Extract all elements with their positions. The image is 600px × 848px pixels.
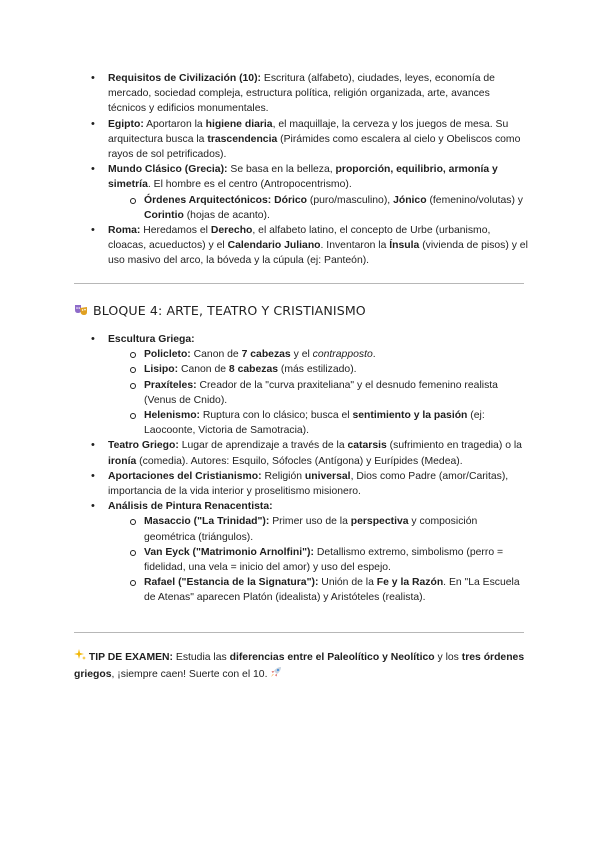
section-3-list [72, 71, 530, 269]
horizontal-divider [74, 283, 524, 284]
bold-term: universal [304, 470, 351, 482]
item-text: Canon de [178, 364, 229, 376]
bold-term: Aportaciones del Cristianismo: [108, 470, 262, 482]
bold-term: Van Eyck ("Matrimonio Arnolfini"): [144, 546, 314, 558]
bold-term: Egipto: [108, 118, 144, 130]
bold-term: sentimiento y la pasión [352, 410, 468, 422]
sublist-item-van-eyck [108, 545, 530, 575]
item-text: Detallismo extremo, simbolismo (perro = fidelidad, una vela = inicio del amor) y uso del espejo. [144, 546, 504, 574]
item-text: . El hombre es el centro (Antropocentrismo). [147, 179, 352, 191]
bold-term: Teatro Griego: [108, 440, 179, 452]
item-text: (Pirámides como escalera al cielo y Obeliscos como rayos de sol petrificados). [108, 133, 521, 161]
bold-term: perspectiva [350, 516, 409, 528]
performing-arts-masks-icon [74, 304, 88, 316]
bold-term: Jónico [393, 194, 427, 206]
bold-term: Helenismo: [144, 410, 201, 422]
bold-term: 8 cabezas [228, 364, 279, 376]
sublist-escultura [108, 347, 530, 438]
section-4-title: BLOQUE 4: ARTE, TEATRO Y CRISTIANISMO [93, 303, 366, 318]
bold-term: trascendencia [207, 133, 278, 145]
item-text: Heredamos el [140, 225, 211, 237]
section-4-heading [74, 303, 366, 318]
list-item-escultura [72, 332, 530, 438]
bold-term: Órdenes Arquitectónicos: Dórico [144, 194, 308, 206]
item-text: Ruptura con lo clásico; busca el [200, 410, 353, 422]
item-text: . En "La Escuela de Atenas" aparecen Platón (idealista) y Aristóteles (realista). [144, 577, 520, 604]
item-text: Religión [261, 470, 305, 482]
bold-term: Fe y la Razón [376, 577, 444, 589]
bold-term: catarsis [347, 440, 387, 452]
bold-term: diferencias entre el Paleolítico y Neolítico [229, 652, 435, 663]
bold-term: Mundo Clásico (Grecia): [108, 164, 228, 176]
item-text: (femenino/volutas) y [426, 194, 524, 206]
sublist-item-rafael [108, 575, 530, 605]
bold-term: Corintio [144, 209, 184, 221]
list-item-pintura [72, 499, 530, 605]
sublist-item-lisipo [108, 362, 530, 377]
item-text: Unión de la [318, 577, 377, 589]
sublist-item-praxiteles [108, 378, 530, 408]
item-text: Canon de [190, 349, 242, 361]
item-text: (hojas de acanto). [183, 209, 270, 221]
item-text: Se basa en la belleza, [227, 164, 336, 176]
bold-term: Praxíteles: [144, 379, 197, 391]
bold-term: Lisipo: [144, 364, 179, 376]
list-item-civilizacion [72, 71, 530, 117]
tip-text: y los [434, 652, 462, 663]
sublist-item-policleto [108, 347, 530, 362]
tip-text: , ¡siempre caen! Suerte con el 10. [111, 669, 271, 681]
item-text: . [372, 349, 376, 361]
item-text: Primer uso de la [269, 516, 351, 528]
sublist-pintura [108, 514, 530, 605]
bold-term: Calendario Juliano [227, 240, 321, 252]
bold-term: Roma: [108, 225, 141, 237]
list-item-teatro [72, 438, 530, 468]
sublist-item-masaccio [108, 514, 530, 544]
item-text: , el alfabeto latino, el concepto de Urbe (urbanismo, cloacas, acueductos) y el [108, 225, 491, 252]
bold-term: Análisis de Pintura Renacentista: [108, 501, 273, 513]
bold-term: proporción, equilibrio, armonía y simetría [108, 164, 498, 191]
sublist-ordenes [108, 193, 530, 223]
item-text: y composición geométrica (triángulos). [144, 516, 478, 543]
list-item-cristianismo [72, 469, 530, 499]
item-text: (vivienda de pisos) y el uso masivo del arco, la bóveda y la cúpula (ej: Panteón). [108, 240, 528, 267]
list-item-roma [72, 223, 530, 269]
bold-term: Derecho [210, 225, 253, 237]
item-text: (ej: Laocoonte, Victoria de Samotracia). [144, 410, 485, 437]
bold-term: Requisitos de Civilización (10): [108, 73, 262, 84]
rocket-icon [270, 666, 282, 683]
bold-term: Escultura Griega: [108, 334, 195, 345]
item-text: Aportaron la [143, 118, 206, 130]
bold-term: higiene diaria [205, 118, 273, 130]
list-item-mundo-clasico [72, 162, 530, 223]
item-text: (más estilizado). [278, 364, 357, 376]
tip-text: Estudia las [173, 652, 230, 663]
bold-term: tres órdenes griegos [74, 652, 525, 681]
bold-term: Rafael ("Estancia de la Signatura"): [144, 577, 319, 589]
item-text: , el maquillaje, la cerveza y los juegos de mesa. Su arquitectura busca la [108, 118, 509, 145]
item-text: (comedia). Autores: Esquilo, Sófocles (Antígona) y Eurípides (Medea). [136, 455, 463, 467]
bold-term: Policleto: [144, 349, 191, 361]
bold-term: ironía [108, 455, 137, 467]
section-4-list [72, 332, 530, 606]
tip-label: TIP DE EXAMEN: [88, 652, 173, 663]
bold-term: Ínsula [389, 240, 420, 252]
item-text: Creador de la "curva praxiteliana" y el desnudo femenino realista (Venus de Cnido). [144, 379, 498, 406]
item-text: , Dios como Padre (amor/Caritas), importancia de la vida interior y proselitismo misionero. [108, 470, 509, 498]
item-text: (sufrimiento en tragedia) o la [386, 440, 522, 452]
item-text: Escritura (alfabeto), ciudades, leyes, economía de mercado, sociedad compleja, estructura política, religión organizada, arte, avances técnicos y edificios monumentales. [108, 73, 495, 115]
list-item-egipto [72, 117, 530, 163]
sublist-item-ordenes [108, 193, 530, 223]
item-text: (puro/masculino), [307, 194, 394, 206]
italic-term: contrapposto [312, 349, 373, 361]
bold-term: Masaccio ("La Trinidad"): [144, 516, 270, 528]
item-text: Lugar de aprendizaje a través de la [178, 440, 348, 452]
exam-tip [74, 649, 526, 683]
horizontal-divider [74, 632, 524, 633]
bold-term: 7 cabezas [241, 349, 291, 361]
sublist-item-helenismo [108, 408, 530, 438]
sparkles-icon [74, 649, 86, 666]
item-text: y el [290, 349, 313, 361]
item-text: . Inventaron la [320, 240, 390, 252]
